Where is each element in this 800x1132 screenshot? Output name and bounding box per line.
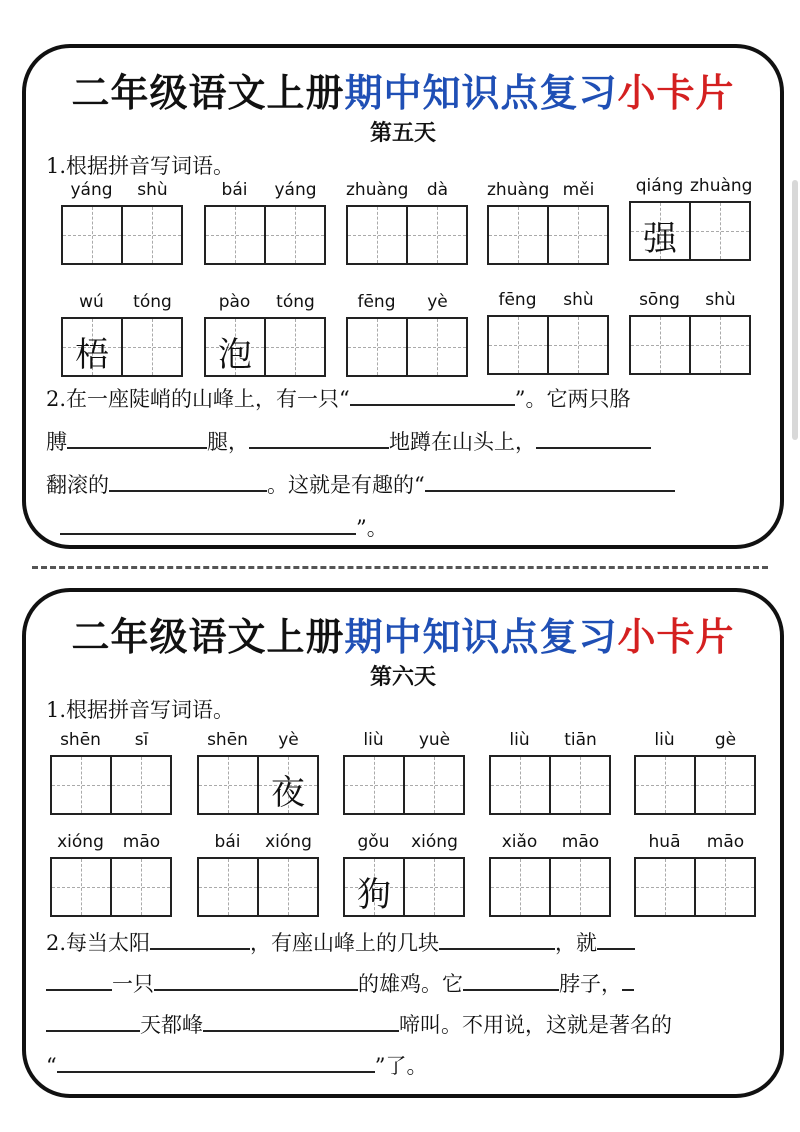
day-label: 第六天 — [369, 664, 436, 690]
question-2-text: “ — [46, 1054, 57, 1078]
question-2-text: 一只 — [112, 972, 154, 996]
pinyin: tóng — [276, 292, 315, 312]
tianzige-box[interactable] — [634, 755, 756, 815]
review-card-day5 — [22, 44, 784, 549]
title-part1: 二年级语文上册 — [71, 70, 345, 115]
fill-blank[interactable] — [154, 968, 358, 991]
pinyin: gǒu — [357, 832, 390, 852]
pinyin: shù — [705, 290, 736, 310]
pinyin: xiǎo — [501, 832, 538, 852]
fill-blank[interactable] — [597, 927, 635, 950]
tianzige-box[interactable] — [346, 317, 468, 377]
tianzige-box[interactable] — [487, 315, 609, 375]
fill-blank[interactable] — [536, 426, 651, 449]
fill-blank[interactable] — [350, 383, 515, 406]
question-2-text: ，有座山峰上的几块 — [250, 931, 440, 955]
title-part3: 小卡片 — [617, 70, 735, 115]
pinyin: wú — [79, 292, 104, 312]
pinyin: gè — [714, 730, 737, 750]
tianzige-box[interactable] — [634, 857, 756, 917]
pinyin: shēn — [207, 730, 248, 750]
tianzige-box[interactable] — [629, 201, 751, 261]
question-2-text: 2.在一座陡峭的山峰上，有一只“ — [46, 387, 350, 411]
question-2-text: 脖子， — [559, 972, 622, 996]
given-character: 强 — [643, 219, 677, 259]
pinyin: zhuàng — [346, 180, 409, 200]
fill-blank[interactable] — [150, 927, 250, 950]
tianzige-box[interactable] — [346, 205, 468, 265]
given-character: 泡 — [218, 335, 252, 375]
scrollbar[interactable] — [792, 180, 798, 440]
question-2 — [46, 923, 766, 1087]
title-part1: 二年级语文上册 — [71, 614, 345, 659]
given-character: 夜 — [271, 773, 305, 813]
pinyin: shēn — [60, 730, 101, 750]
fill-blank[interactable] — [463, 968, 559, 991]
question-2 — [46, 378, 766, 550]
question-2-text: ”。 — [356, 516, 388, 540]
pinyin: qiáng — [635, 176, 684, 196]
pinyin: liù — [509, 730, 530, 750]
pinyin: zhuàng — [690, 176, 753, 196]
fill-blank[interactable] — [425, 469, 675, 492]
card-title — [26, 606, 780, 661]
tianzige-box[interactable] — [197, 857, 319, 917]
question-2-text: 啼叫。不用说，这就是著名的 — [399, 1013, 672, 1037]
tianzige-box[interactable] — [50, 755, 172, 815]
fill-blank[interactable] — [46, 968, 112, 991]
title-part2: 期中知识点复习 — [344, 614, 618, 659]
fill-blank[interactable] — [203, 1009, 399, 1032]
tianzige-box[interactable] — [487, 205, 609, 265]
pinyin: māo — [122, 832, 161, 852]
pinyin: fēng — [498, 290, 537, 310]
tianzige-box[interactable] — [489, 755, 611, 815]
pinyin: pào — [218, 292, 251, 312]
pinyin: māo — [706, 832, 745, 852]
pinyin: liù — [363, 730, 384, 750]
fill-blank[interactable] — [57, 1050, 375, 1073]
day-label: 第五天 — [369, 120, 436, 146]
pinyin: yuè — [418, 730, 451, 750]
question-2-text: 膊 — [46, 430, 67, 454]
pinyin: xióng — [265, 832, 312, 852]
question-1-label: 1.根据拼音写词语。 — [46, 154, 235, 178]
fill-blank[interactable] — [109, 469, 267, 492]
tianzige-box[interactable] — [343, 755, 465, 815]
title-part2: 期中知识点复习 — [344, 70, 618, 115]
fill-blank[interactable] — [67, 426, 207, 449]
fill-blank[interactable] — [622, 968, 634, 991]
pinyin: yè — [278, 730, 299, 750]
pinyin: xióng — [411, 832, 458, 852]
question-2-text: 翻滚的 — [46, 473, 109, 497]
tianzige-box[interactable] — [204, 205, 326, 265]
pinyin: fēng — [357, 292, 396, 312]
fill-blank[interactable] — [439, 927, 555, 950]
pinyin: bái — [221, 180, 248, 200]
question-2-text: 。这就是有趣的“ — [267, 473, 425, 497]
pinyin: tóng — [133, 292, 172, 312]
pinyin: měi — [562, 180, 595, 200]
pinyin: huā — [648, 832, 681, 852]
question-2-text: ”了。 — [374, 1054, 428, 1078]
tianzige-box[interactable] — [61, 205, 183, 265]
card-title — [26, 62, 780, 117]
question-1-label: 1.根据拼音写词语。 — [46, 698, 235, 722]
pinyin: bái — [214, 832, 241, 852]
tianzige-box[interactable] — [50, 857, 172, 917]
question-2-text: 地蹲在山头上， — [389, 430, 536, 454]
pinyin: tiān — [564, 730, 597, 750]
tianzige-box[interactable] — [629, 315, 751, 375]
pinyin: zhuàng — [487, 180, 550, 200]
question-2-text: ，就 — [555, 931, 598, 955]
review-card-day6 — [22, 588, 784, 1098]
fill-blank[interactable] — [60, 512, 356, 535]
given-character: 梧 — [75, 335, 109, 375]
tianzige-box[interactable] — [197, 755, 319, 815]
question-2-text: 腿， — [207, 430, 249, 454]
pinyin: sī — [134, 730, 149, 750]
dashed-divider — [32, 566, 768, 569]
pinyin: yáng — [70, 180, 113, 200]
pinyin: dà — [426, 180, 449, 200]
pinyin: shù — [563, 290, 594, 310]
fill-blank[interactable] — [46, 1009, 140, 1032]
tianzige-box[interactable] — [204, 317, 326, 377]
pinyin: yè — [427, 292, 448, 312]
tianzige-box[interactable] — [61, 317, 183, 377]
pinyin: xióng — [57, 832, 104, 852]
pinyin: yáng — [274, 180, 317, 200]
pinyin: sōng — [639, 290, 680, 310]
pinyin: māo — [561, 832, 600, 852]
fill-blank[interactable] — [249, 426, 389, 449]
question-2-text: 的雄鸡。它 — [358, 972, 463, 996]
pinyin: liù — [654, 730, 675, 750]
given-character: 狗 — [357, 875, 391, 915]
tianzige-box[interactable] — [489, 857, 611, 917]
pinyin: shù — [137, 180, 168, 200]
tianzige-box[interactable] — [343, 857, 465, 917]
title-part3: 小卡片 — [617, 614, 735, 659]
question-2-text: ”。它两只胳 — [514, 387, 631, 411]
question-2-text: 2.每当太阳 — [46, 931, 151, 955]
question-2-text: 天都峰 — [140, 1013, 203, 1037]
